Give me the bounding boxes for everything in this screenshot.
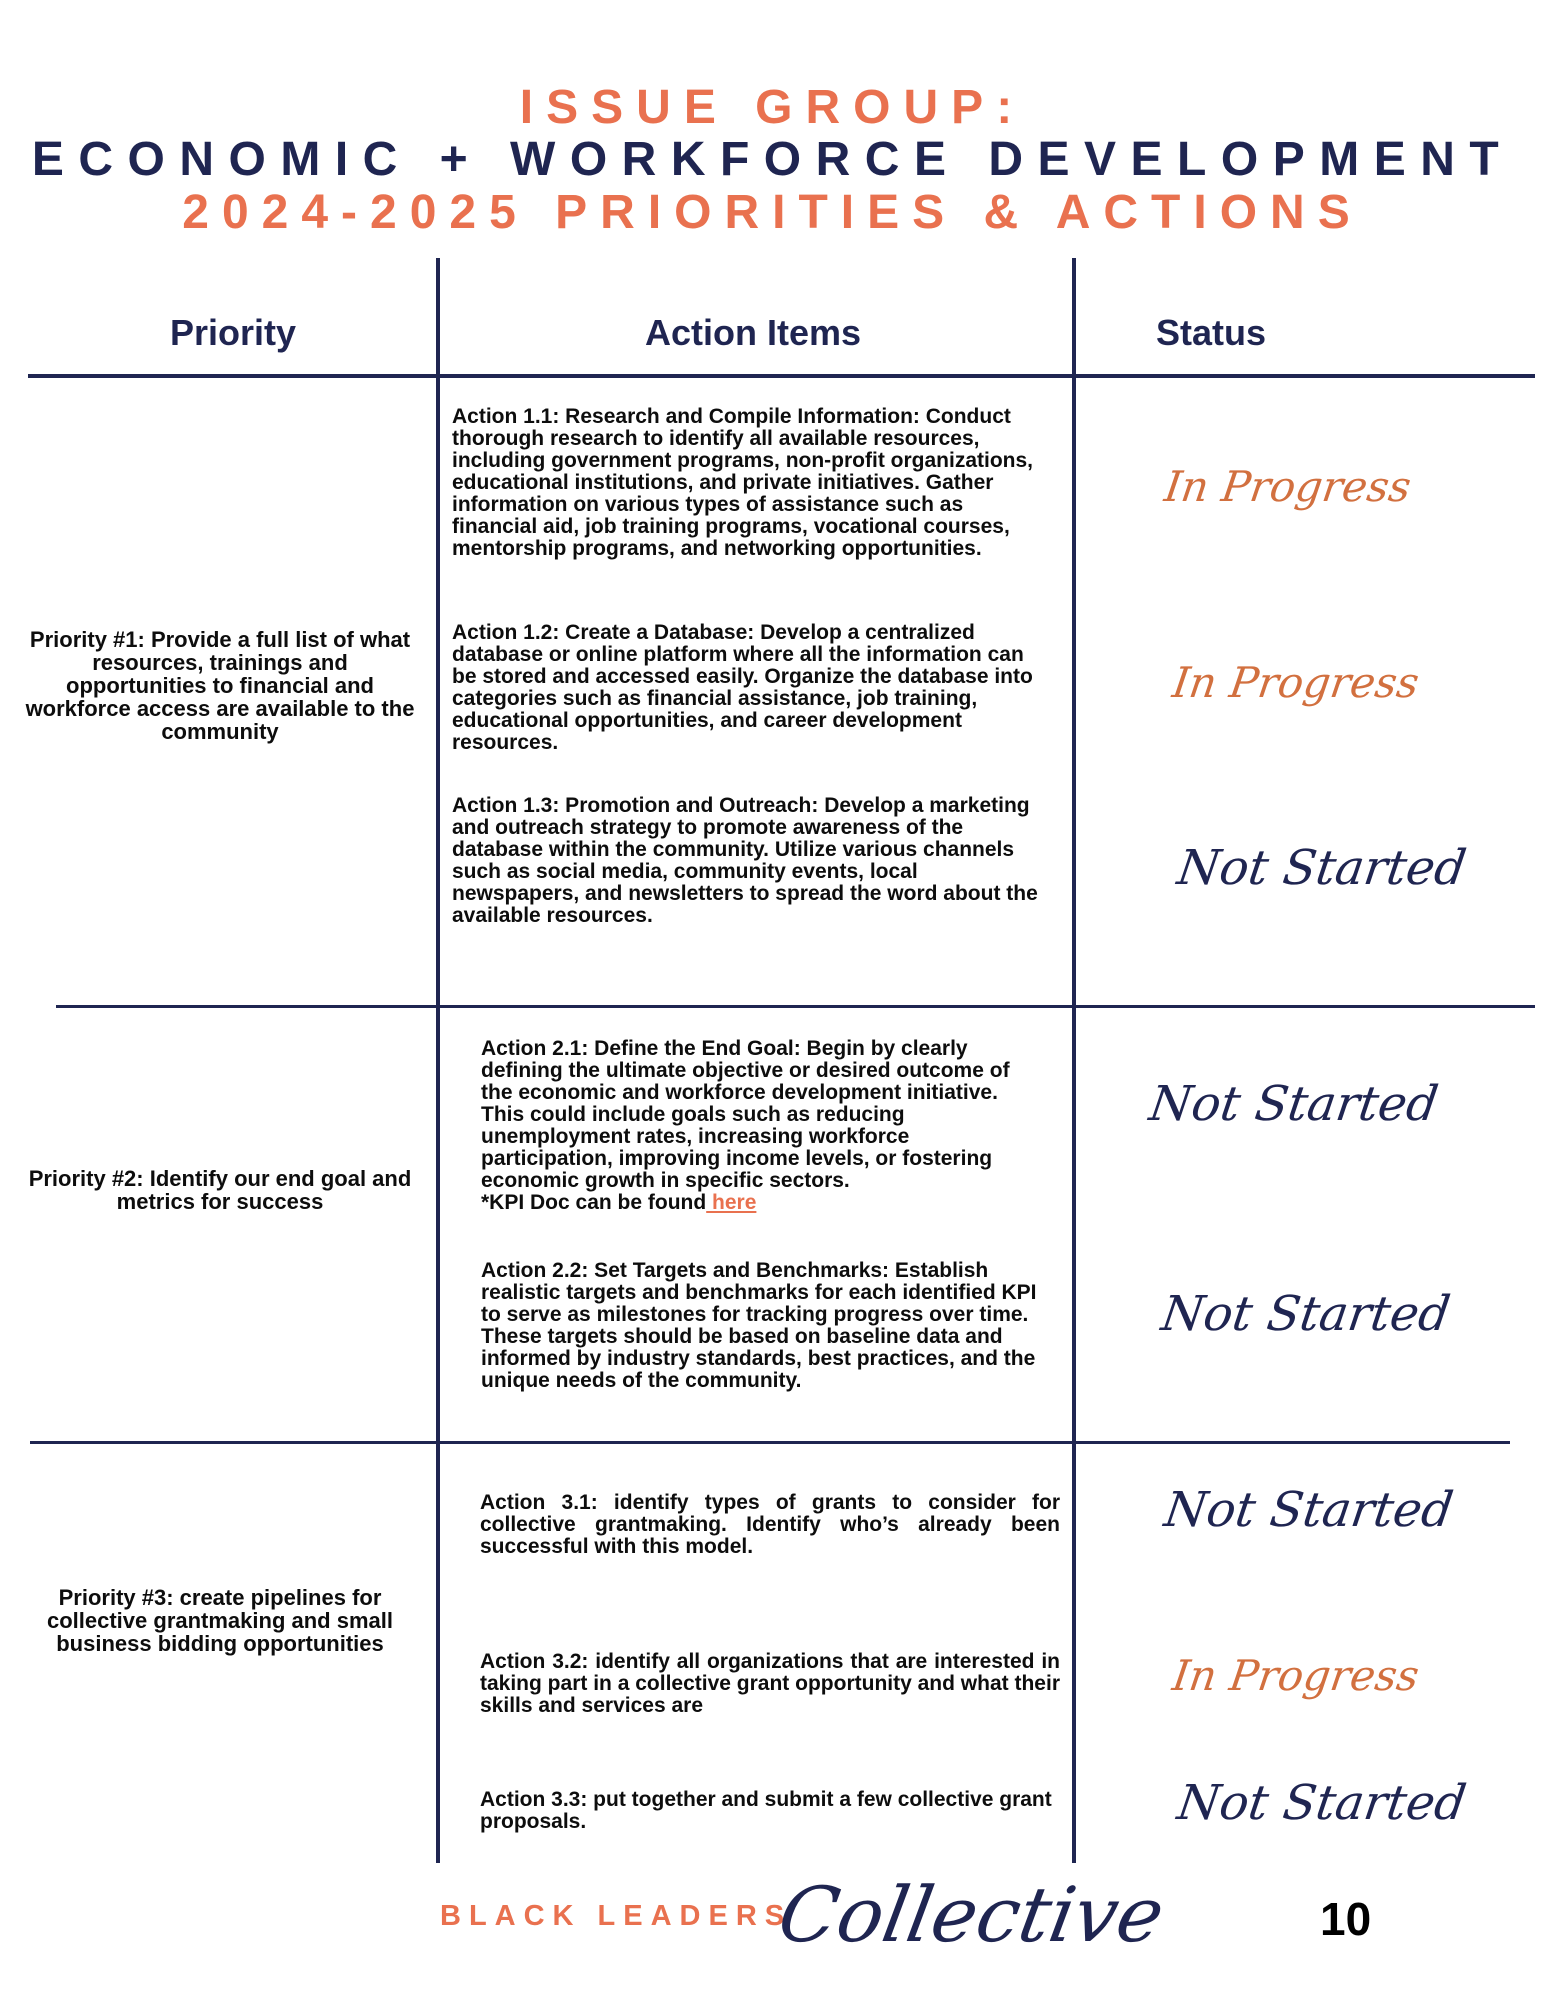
kpi-doc-link[interactable]: here (706, 1191, 757, 1214)
brand-name: BLACK LEADERS (440, 1900, 793, 1932)
column-header-status: Status (1156, 312, 1267, 353)
status-action-1-3: Not Started (1174, 840, 1470, 896)
column-divider-left (436, 258, 440, 1863)
action-2-2: Action 2.2: Set Targets and Benchmarks: Establish realistic targets and benchmarks for each identified KPI to serve as milestones for tracking progress over time. These targets should be based on baseline data and informed by industry standards, best practices, and the unique needs of the community. (481, 1259, 1037, 1392)
header-issue-group: ISSUE GROUP: (519, 81, 1026, 134)
action-2-1 (481, 1038, 1041, 1214)
status-action-3-2: In Progress (1169, 1651, 1422, 1700)
status-action-2-2: Not Started (1158, 1286, 1454, 1342)
column-header-action-items: Action Items (645, 312, 862, 353)
status-action-3-1: Not Started (1161, 1482, 1457, 1538)
priority-2: Priority #2: Identify our end goal and metrics for success (28, 1166, 412, 1214)
status-action-1-1: In Progress (1161, 462, 1414, 511)
action-3-2: Action 3.2: identify all organizations that are interested in taking part in a collective grant opportunity and what their skills and services are (480, 1650, 1060, 1717)
row-divider-1 (56, 1005, 1535, 1008)
page-number: 10 (1320, 1893, 1372, 1945)
status-action-1-2: In Progress (1169, 658, 1422, 707)
status-action-2-1: Not Started (1146, 1076, 1442, 1132)
priority-3: Priority #3: create pipelines for collective grantmaking and small business bidding opportunities (46, 1585, 393, 1656)
status-action-3-3: Not Started (1174, 1775, 1470, 1831)
action-2-1-text: Action 2.1: Define the End Goal: Begin by clearly defining the ultimate objective or desired outcome of the economic and workforce development initiative. This could include goals such as reducing unemployment rates, increasing workforce participation, improving income levels, or fostering economic growth in specific sectors. (481, 1037, 1010, 1192)
header-rule (28, 374, 1535, 378)
action-3-3: Action 3.3: put together and submit a few collective grant proposals. (480, 1788, 1052, 1833)
header-subtitle: 2024-2025 PRIORITIES & ACTIONS (182, 186, 1363, 239)
brand-script-logo: Collective (772, 1870, 1171, 1959)
action-1-2: Action 1.2: Create a Database: Develop a centralized database or online platform where all the information can be stored and accessed easily. Organize the database into categories such as financial assistance, job training, educational opportunities, and career development resources. (452, 621, 1033, 754)
action-1-3: Action 1.3: Promotion and Outreach: Develop a marketing and outreach strategy to promote awareness of the database within the community. Utilize various channels such as social media, community events, local newspapers, and newsletters to spread the word about the available resources. (452, 794, 1038, 927)
priority-1: Priority #1: Provide a full list of what resources, trainings and opportunities to financial and workforce access are available to the community (25, 627, 415, 744)
column-header-priority: Priority (170, 312, 297, 353)
action-3-1: Action 3.1: identify types of grants to consider for collective grantmaking. Identify who’s already been successful with this model. (480, 1491, 1060, 1558)
header-title: ECONOMIC + WORKFORCE DEVELOPMENT (31, 133, 1514, 186)
action-1-1: Action 1.1: Research and Compile Information: Conduct thorough research to identify all available resources, including government programs, non-profit organizations, educational institutions, and private initiatives. Gather information on various types of assistance such as financial aid, job training programs, vocational courses, mentorship programs, and networking opportunities. (452, 405, 1034, 560)
kpi-doc-note: *KPI Doc can be found (481, 1191, 707, 1214)
row-divider-2 (30, 1441, 1510, 1444)
column-divider-right (1072, 258, 1076, 1863)
